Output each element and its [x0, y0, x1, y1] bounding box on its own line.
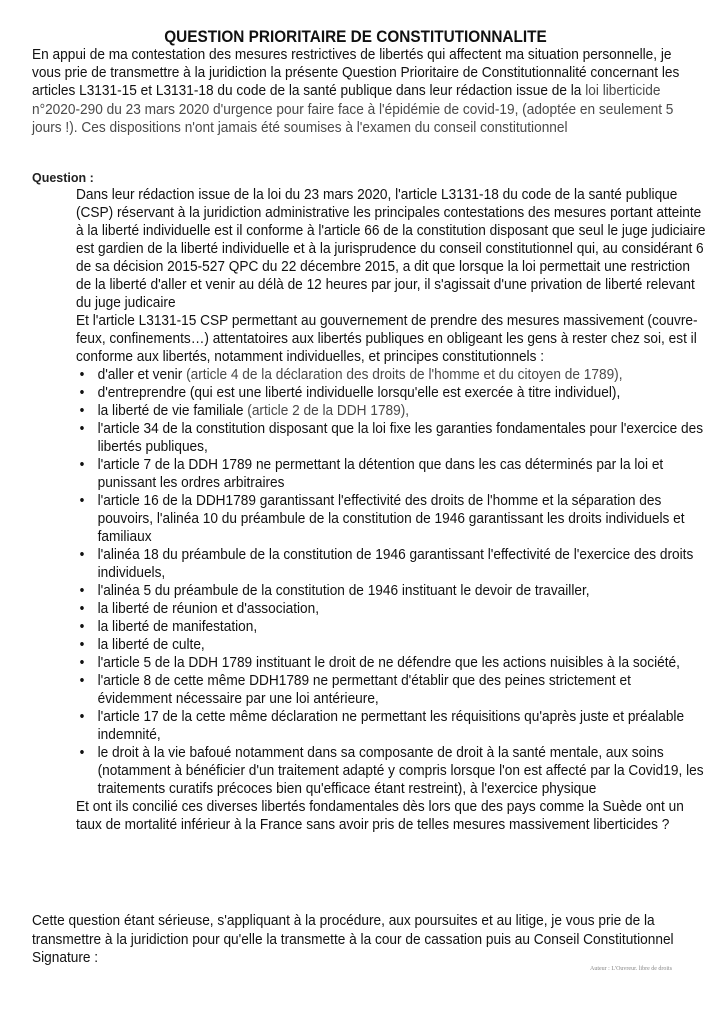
closing-paragraph	[32, 912, 711, 968]
list-item: • le droit à la vie bafoué notamment dans sa composante de droit à la santé mentale, aux soins (notamment à bénéficier d'un traitement adapté y compris lorsque l'on est affecté par la Covid19, les traitements curatifs précoces bien qu'efficace étant restreint), à l'exercice physique	[79, 744, 704, 797]
footer-note: Auteur : L'Ouvreur. libre de droits	[590, 966, 673, 972]
bullet-icon: •	[79, 618, 85, 635]
bullet-icon: •	[79, 456, 85, 473]
liberties-list	[76, 366, 706, 798]
question-paragraph-3: Et ont ils concilié ces diverses libertés fondamentales dès lors que des pays comme la Suède ont un taux de mortalité inférieur à la France sans avoir pris de telles mesures massivement liberticides ?	[76, 798, 684, 833]
list-item: • l'article 17 de la cette même déclaration ne permettant les réquisitions qu'après juste et préalable indemnité,	[79, 708, 685, 743]
list-item: • la liberté de culte,	[79, 636, 205, 653]
bullet-icon: •	[79, 546, 85, 563]
list-item: • l'alinéa 18 du préambule de la constitution de 1946 garantissant l'effectivité de l'exercice des droits individuels,	[79, 546, 694, 581]
bullet-icon: •	[79, 708, 85, 725]
closing-text: Cette question étant sérieuse, s'appliquant à la procédure, aux poursuites et au litige, je vous prie de la transmettre à la juridiction pour qu'elle la transmette à la cour de cassation puis au Conseil Constitutionnel	[32, 912, 674, 948]
list-item: • l'article 5 de la DDH 1789 instituant le droit de ne défendre que les actions nuisibles à la société,	[79, 654, 680, 671]
list-item: • la liberté de réunion et d'association,	[79, 600, 320, 617]
list-item: • l'article 34 de la constitution disposant que la loi fixe les garanties fondamentales pour l'exercice des libertés publiques,	[79, 420, 704, 455]
bullet-icon: •	[79, 654, 85, 671]
question-paragraph-2: Et l'article L3131-15 CSP permettant au gouvernement de prendre des mesures massivement (couvre-feux, confinements…) attentatoires aux libertés publiques en obligeant les gens à rester chez soi, est il conforme aux libertés, notamment individuelles, et principes constitutionnels :	[76, 312, 698, 365]
intro-text: En appui de ma contestation des mesures restrictives de libertés qui affectent ma situation personnelle, je vous prie de transmettre à la juridiction la présente Question Prioritaire de Constitutionnalité concernant les articles L3131-15 et L3131-18 du code de la santé publique dans leur rédaction issue de la	[32, 46, 680, 100]
bullet-icon: •	[79, 600, 85, 617]
intro-text-gray: loi liberticide n°2020-290 du 23 mars 2020 d'urgence pour faire face à l'épidémie de covid-19, (adoptée en seulement 5 jours !). Ces dispositions n'ont jamais été soumises à l'examen du conseil constitutionnel	[32, 82, 674, 136]
list-item: • l'article 16 de la DDH1789 garantissant l'effectivité des droits de l'homme et la séparation des pouvoirs, l'alinéa 10 du préambule de la constitution de 1946 garantissant les droits individuels et familiaux	[79, 492, 685, 545]
list-item: • la liberté de vie familiale (article 2 de la DDH 1789),	[79, 402, 410, 419]
list-item: • la liberté de manifestation,	[79, 618, 258, 635]
bullet-icon: •	[79, 636, 85, 653]
bullet-icon: •	[79, 420, 85, 437]
bullet-icon: •	[79, 384, 85, 401]
question-paragraph-1: Dans leur rédaction issue de la loi du 23 mars 2020, l'article L3131-18 du code de la santé publique (CSP) réservant à la juridiction administrative les principales contestations des mesures portant atteinte à la liberté individuelle est il conforme à l'article 66 de la constitution disposant que seul le juge judiciaire est gardien de la liberté individuelle et à la jurisprudence du conseil constitutionnel qui, au considérant 6 de sa décision 2015-527 QPC du 22 décembre 2015, a dit que lorsque la loi permettait une restriction de la liberté d'aller et venir au délà de 12 heures par jour, il s'agissait d'une privation de liberté relevant du juge judicaire	[76, 186, 706, 311]
bullet-icon: •	[79, 582, 85, 599]
list-item: • l'article 8 de cette même DDH1789 ne permettant d'établir que des peines strictement et évidemment nécessaire par une loi antérieure,	[79, 672, 631, 707]
list-item: • d'entreprendre (qui est une liberté individuelle lorsqu'elle est exercée à titre individuel),	[79, 384, 621, 401]
bullet-icon: •	[79, 402, 85, 419]
bullet-icon: •	[79, 744, 85, 761]
document-title: QUESTION PRIORITAIRE DE CONSTITUTIONNALITE	[164, 28, 547, 46]
question-label: Question :	[32, 171, 94, 185]
bullet-icon: •	[79, 366, 85, 383]
list-item: • d'aller et venir (article 4 de la déclaration des droits de l'homme et du citoyen de 1789),	[79, 366, 623, 383]
list-item: • l'alinéa 5 du préambule de la constitution de 1946 instituant le devoir de travailler,	[79, 582, 590, 599]
bullet-icon: •	[79, 672, 85, 689]
signature-label: Signature :	[32, 949, 99, 966]
question-block	[76, 186, 711, 834]
bullet-icon: •	[79, 492, 85, 509]
intro-paragraph	[32, 46, 711, 137]
list-item: • l'article 7 de la DDH 1789 ne permettant la détention que dans les cas déterminés par la loi et punissant les ordres arbitraires	[79, 456, 664, 491]
